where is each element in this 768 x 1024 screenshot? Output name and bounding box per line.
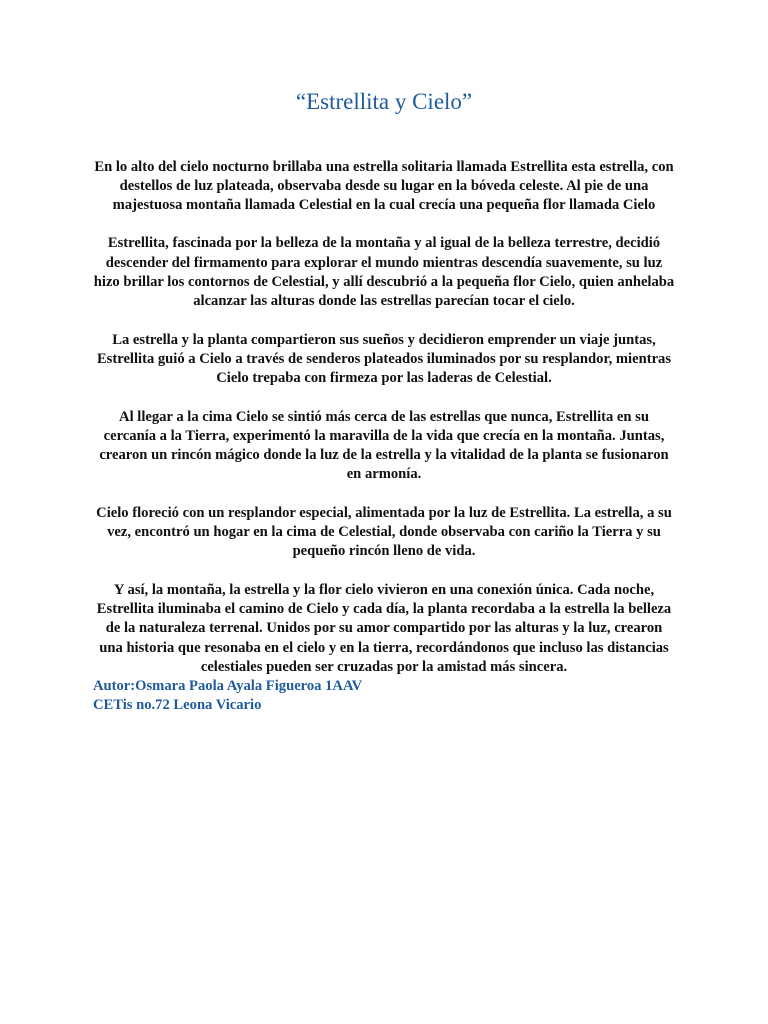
author-credit: Autor:Osmara Paola Ayala Figueroa 1AAV: [93, 678, 363, 695]
paragraph-3: La estrella y la planta compartieron sus sueños y decidieron emprender un viaje juntas, Estrellita guió a Cielo a través de senderos plateados iluminados por su resplandor, mientras Cielo trepaba con firmeza por las laderas de Celestial.: [96, 331, 672, 387]
paragraph-4: Al llegar a la cima Cielo se sintió más cerca de las estrellas que nunca, Estrellita en su cercanía a la Tierra, experimentó la maravilla de la vida que crecía en la montaña. Juntas, crearon un rincón mágico donde la luz de la estrella y la vitalidad de la planta se fusionaron en armonía.: [99, 408, 669, 483]
document-title: “Estrellita y Cielo”: [295, 89, 473, 114]
paragraph-6: Y así, la montaña, la estrella y la flor cielo vivieron en una conexión única. Cada noche, Estrellita iluminaba el camino de Cielo y cada día, la planta recordaba a la estrella la belleza de la naturaleza terrenal. Unidos por su amor compartido por las alturas y la luz, crearon una historia que resonaba en el cielo y en la tierra, recordándonos que incluso las distancias celestiales pueden ser cruzadas por la amistad más sincera.: [96, 581, 672, 675]
school-credit: CETis no.72 Leona Vicario: [93, 697, 262, 714]
paragraph-1: En lo alto del cielo nocturno brillaba una estrella solitaria llamada Estrellita esta estrella, con destellos de luz plateada, observaba desde su lugar en la bóveda celeste. Al pie de una majestuosa montaña llamada Celestial en la cual crecía una pequeña flor llamada Cielo: [94, 158, 674, 214]
paragraph-2: Estrellita, fascinada por la belleza de la montaña y al igual de la belleza terrestre, decidió descender del firmamento para explorar el mundo mientras descendía suavemente, su luz hizo brillar los contornos de Celestial, y allí descubrió a la pequeña flor Cielo, quien anhelaba alcanzar las alturas donde las estrellas parecían tocar el cielo.: [93, 235, 675, 310]
paragraph-5: Cielo floreció con un resplandor especial, alimentada por la luz de Estrellita. La estrella, a su vez, encontró un hogar en la cima de Celestial, donde observaba con cariño la Tierra y su pequeño rincón lleno de vida.: [96, 504, 672, 560]
